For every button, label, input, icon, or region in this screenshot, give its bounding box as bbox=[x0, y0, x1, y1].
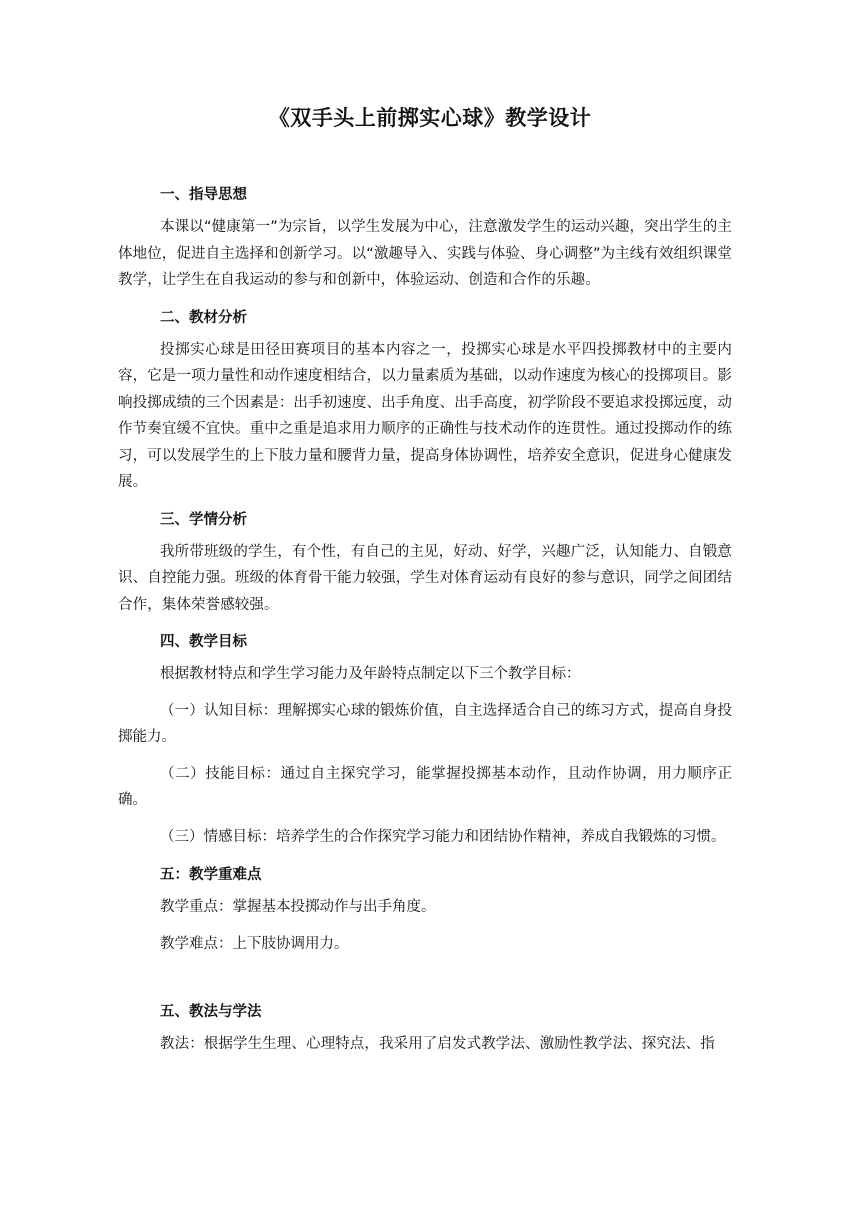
paragraph-key-difficulty: 教学难点：上下肢协调用力。 bbox=[160, 935, 349, 952]
paragraph-student-analysis: 我所带班级的学生，有个性，有自己的主见，好动、好学，兴趣广泛，认知能力、自锻意识、自控能力强。班级的体育骨干能力较强，学生对体育运动有良好的参与意识，同学之间团结合作，集体荣誉感较强。 bbox=[118, 543, 732, 613]
objective-skill: （二）技能目标：通过自主探究学习，能掌握投掷基本动作，且动作协调，用力顺序正确。 bbox=[118, 765, 732, 808]
document-body bbox=[118, 180, 732, 1067]
section-heading-guiding-ideology: 一、指导思想 bbox=[160, 187, 247, 203]
section-heading-teaching-goals: 四、教学目标 bbox=[160, 634, 247, 650]
paragraph-guiding-ideology: 本课以“健康第一”为宗旨，以学生发展为中心，注意激发学生的运动兴趣，突出学生的主体地位，促进自主选择和创新学习。以“激趣导入、实践与体验、身心调整”为主线有效组织课堂教学，让学生在自我运动的参与和创新中，体验运动、创造和合作的乐趣。 bbox=[118, 219, 732, 288]
section-heading-material-analysis: 二、教材分析 bbox=[160, 309, 247, 326]
objective-emotional: （三）情感目标：培养学生的合作探究学习能力和团结协作精神，养成自我锻炼的习惯。 bbox=[160, 828, 726, 845]
document-title: 《双手头上前掷实心球》教学设计 bbox=[268, 106, 592, 130]
section-heading-methods: 五、教法与学法 bbox=[160, 1004, 262, 1020]
section-spacer bbox=[118, 967, 732, 997]
paragraph-material-analysis: 投掷实心球是田径田赛项目的基本内容之一，投掷实心球是水平四投掷教材中的主要内容，它是一项力量性和动作速度相结合，以力量素质为基础，以动作速度为核心的投掷项目。影响投掷成绩的三个因素是：出手初速度、出手角度、出手高度，初学阶段不要追求投掷远度，动作节奏宜缓不宜快。重中之重是追求用力顺序的正确性与技术动作的连贯性。通过投掷动作的练习，可以发展学生的上下肢力量和腰背力量，提高身体协调性，培养安全意识，促进身心健康发展。 bbox=[118, 341, 732, 490]
paragraph-key-focus: 教学重点：掌握基本投掷动作与出手角度。 bbox=[160, 899, 436, 915]
paragraph-methods: 教法：根据学生生理、心理特点，我采用了启发式教学法、激励性教学法、探究法、指 bbox=[160, 1036, 715, 1052]
section-heading-key-points: 五：教学重难点 bbox=[160, 867, 262, 883]
paragraph-goals-intro: 根据教材特点和学生学习能力及年龄特点制定以下三个教学目标： bbox=[160, 666, 581, 682]
objective-cognitive: （一）认知目标：理解掷实心球的锻炼价值，自主选择适合自己的练习方式，提高自身投掷能力。 bbox=[118, 702, 732, 745]
section-heading-student-analysis: 三、学情分析 bbox=[160, 511, 247, 528]
